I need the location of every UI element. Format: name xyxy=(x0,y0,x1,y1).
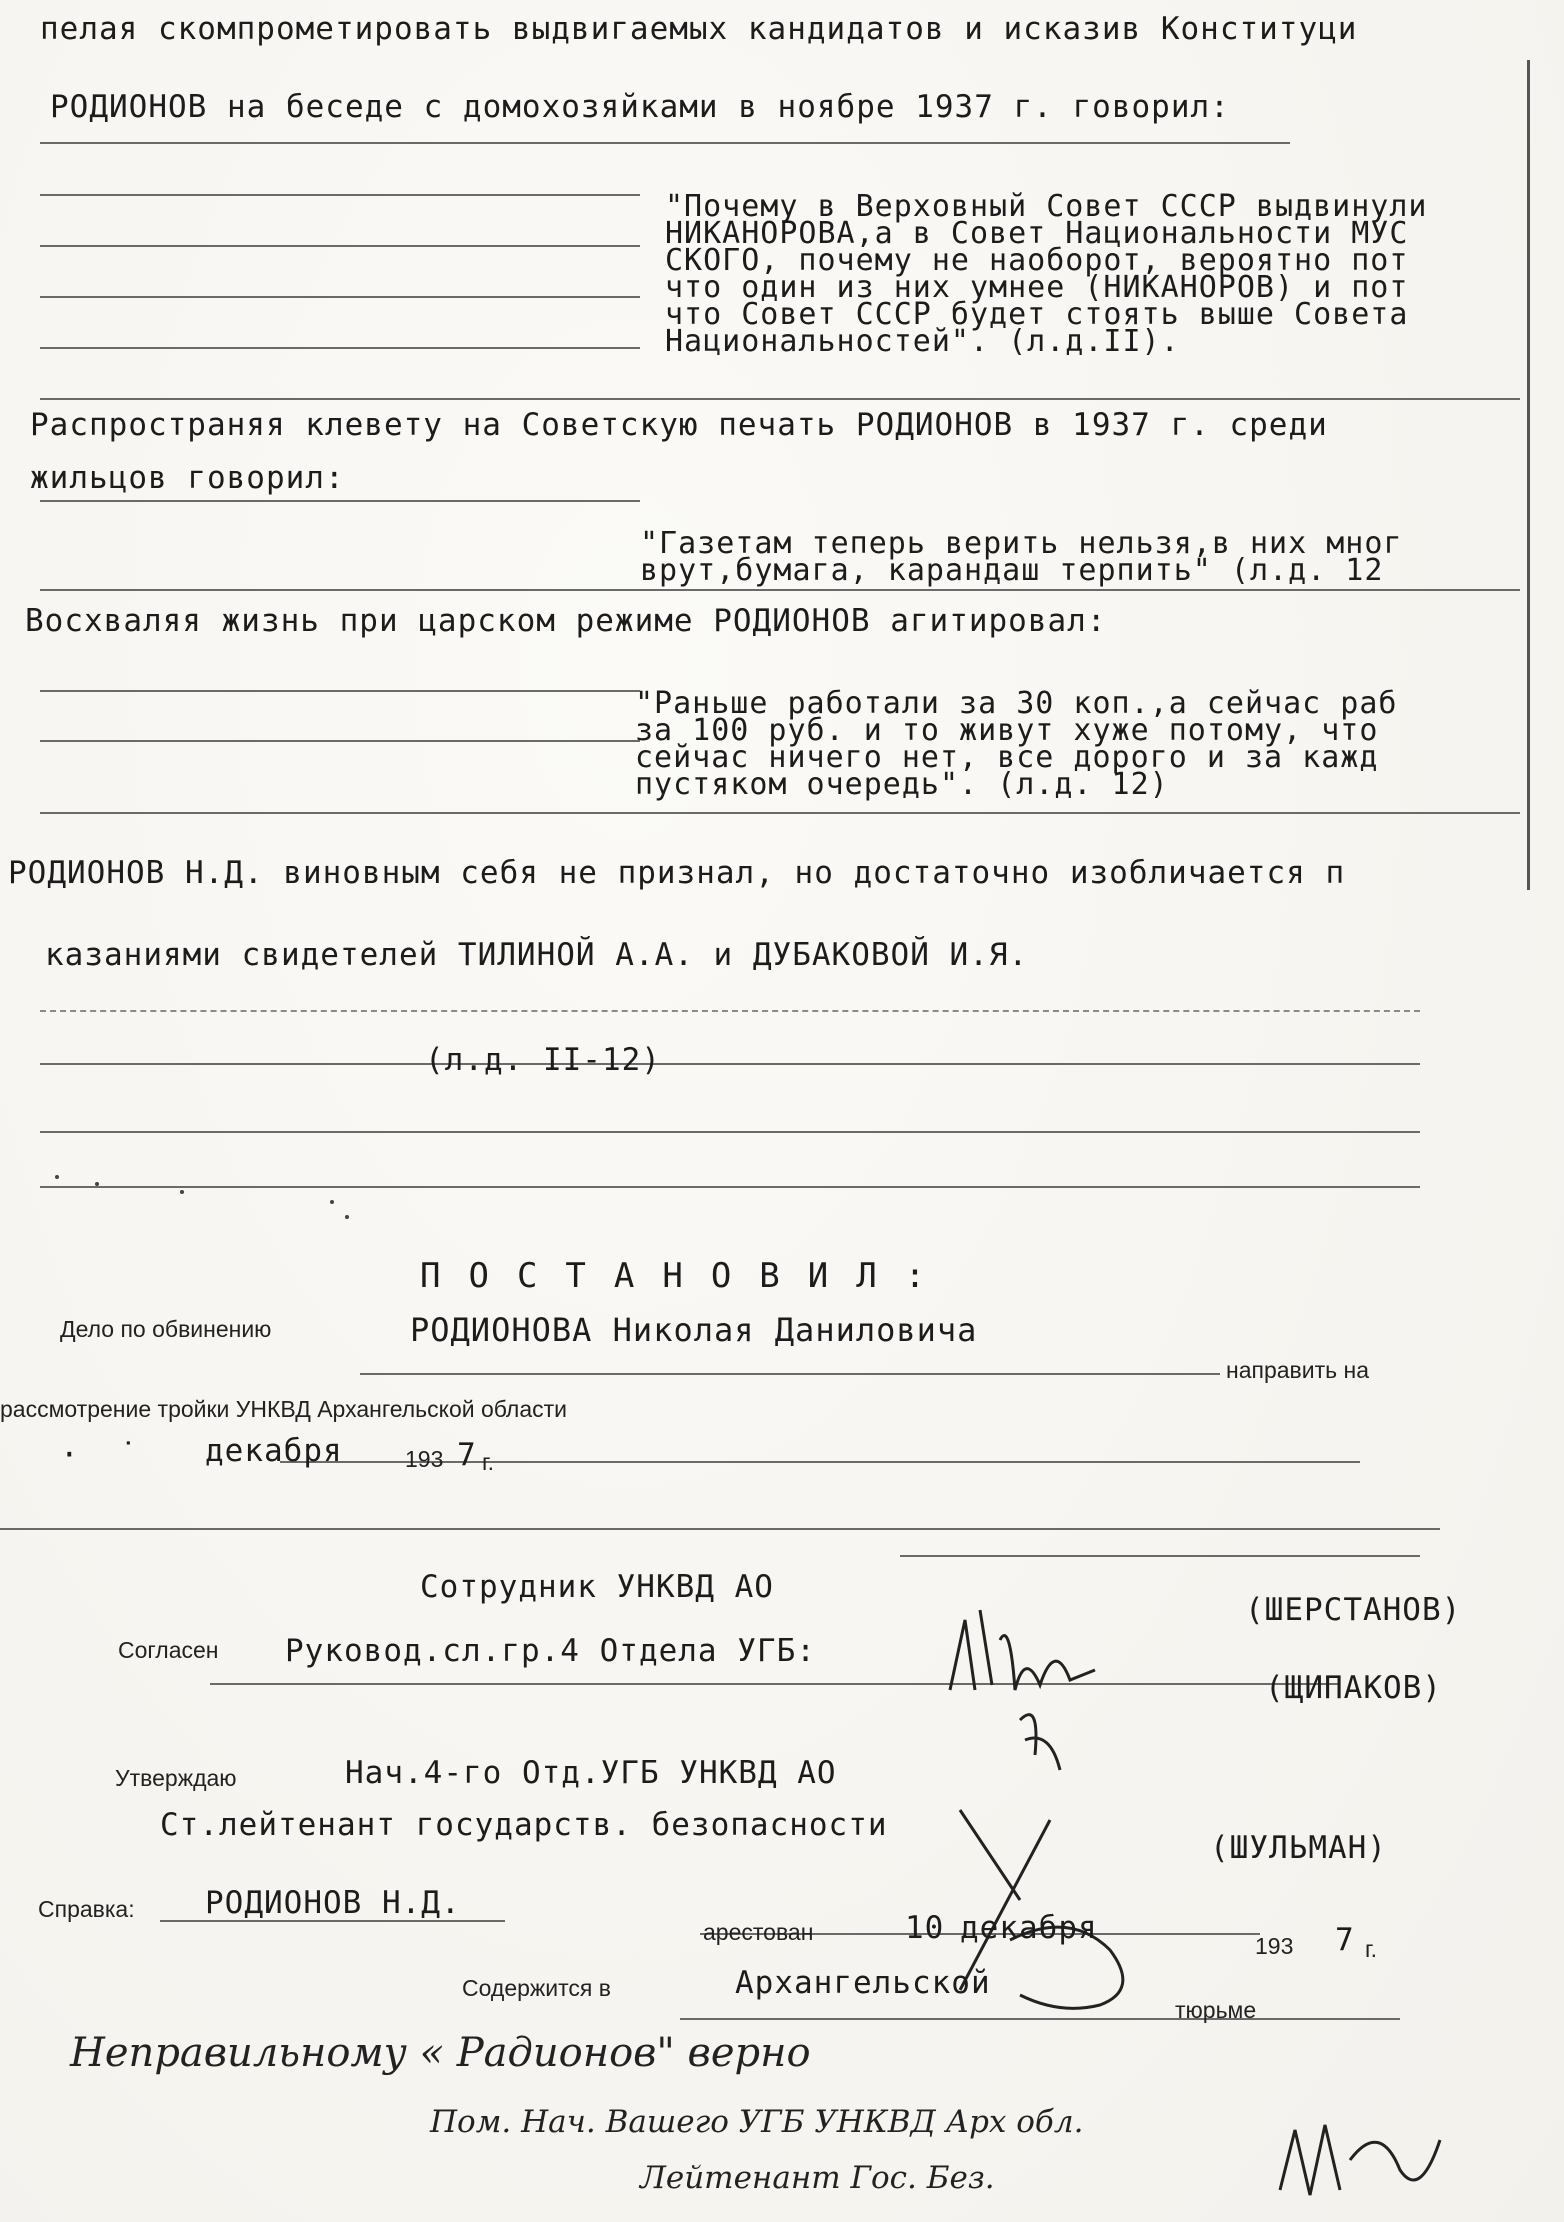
case-name: РОДИОНОВА Николая Даниловича xyxy=(410,1311,978,1349)
rule-line xyxy=(40,296,640,298)
rule-line xyxy=(900,1555,1420,1557)
approve-text-1: Нач.4-го Отд.УГБ УНКВД АО xyxy=(345,1755,837,1791)
handwritten-line-3: Лейтенант Гос. Без. xyxy=(640,2160,995,2196)
signature-scribble-3 xyxy=(1270,2100,1450,2210)
approve-text-2: Ст.лейтенант государств. безопасности xyxy=(160,1807,888,1843)
send-label: направить на xyxy=(1226,1357,1369,1383)
employee-title: Сотрудник УНКВД АО xyxy=(420,1569,774,1605)
body-line-1: пелая скомпрометировать выдвигаемых кандидатов и исказив Конституци xyxy=(40,11,1358,47)
date-year-digit: 7 xyxy=(457,1437,477,1473)
agree-label: Согласен xyxy=(118,1637,219,1663)
resolution-title: ПОСТАНОВИЛ: xyxy=(420,1256,954,1296)
rule-line xyxy=(40,1131,1420,1133)
date-g: г. xyxy=(482,1449,494,1475)
speck xyxy=(55,1175,59,1179)
body-line-7: казаниями свидетелей ТИЛИНОЙ А.А. и ДУБАКОВОЙ И.Я. xyxy=(45,937,1029,973)
rule-line xyxy=(40,1010,1420,1012)
date-day: · ˙ xyxy=(60,1437,139,1473)
speck xyxy=(345,1215,349,1219)
rule-line xyxy=(40,589,1520,591)
agree-name: (ЩИПАКОВ) xyxy=(1265,1670,1442,1706)
held-label: Содержится в xyxy=(462,1975,611,2001)
speck xyxy=(330,1200,334,1204)
quote-3: "Раньше работали за 30 коп.,а сейчас раб за 100 руб. и то живут хуже потому, что сейчас ничего нет, все дорого и за кажд пустяком очередь". (л.д. 12) xyxy=(635,686,1398,802)
rule-line xyxy=(40,142,1290,144)
speck xyxy=(95,1182,99,1186)
reference-name: РОДИОНОВ Н.Д. xyxy=(205,1885,461,1921)
rule-line xyxy=(210,1683,1340,1685)
case-label: Дело по обвинению xyxy=(60,1316,272,1342)
arrested-day: 10 xyxy=(905,1910,945,1946)
rule-line xyxy=(40,500,640,502)
approve-label: Утверждаю xyxy=(115,1765,237,1791)
arrested-g: г. xyxy=(1365,1936,1377,1962)
body-line-4: жильцов говорил: xyxy=(30,460,345,496)
quote-1: "Почему в Верховный Совет СССР выдвинули НИКАНОРОВА,а в Совет Национальности МУС СКОГО, почему не наоборот, вероятно пот что один из них умнее (НИКАНОРОВ) и пот что Совет СССР будет стоять выше Совета Национальностей". (л.д.II). xyxy=(665,189,1428,359)
held-place: Архангельской xyxy=(735,1965,991,2001)
body-line-6: РОДИОНОВ Н.Д. виновным себя не признал, но достаточно изобличается п xyxy=(8,855,1346,891)
rule-line xyxy=(40,347,640,349)
date-year-prefix: 193 xyxy=(405,1446,444,1472)
arrested-year-digit: 7 xyxy=(1335,1922,1355,1958)
body-line-3: Распространяя клевету на Советскую печать РОДИОНОВ в 1937 г. среди xyxy=(30,407,1328,443)
employee-name: (ШЕРСТАНОВ) xyxy=(1245,1592,1462,1628)
rule-line xyxy=(0,1528,1440,1530)
rule-line xyxy=(40,690,640,692)
signature-scribble-1 xyxy=(930,1580,1110,1780)
review-text: рассмотрение тройки УНКВД Архангельской области xyxy=(0,1396,568,1422)
date-month: декабря xyxy=(205,1433,343,1469)
right-margin-line xyxy=(1527,60,1530,890)
case-file-ref: (л.д. II-12) xyxy=(425,1042,661,1078)
rule-line xyxy=(40,812,1520,814)
body-line-2: РОДИОНОВ на беседе с домохозяйками в ноябре 1937 г. говорил: xyxy=(50,89,1230,125)
approve-name: (ШУЛЬМАН) xyxy=(1210,1830,1387,1866)
quote-2: "Газетам теперь верить нельзя,в них мног врут,бумага, карандаш терпить" (л.д. 12 xyxy=(640,526,1403,588)
body-line-5: Восхваляя жизнь при царском режиме РОДИОНОВ агитировал: xyxy=(25,603,1107,639)
rule-line xyxy=(40,194,640,196)
rule-line xyxy=(40,740,640,742)
speck xyxy=(180,1190,184,1194)
prison-label: тюрьме xyxy=(1175,1997,1257,2023)
arrested-label: арестован xyxy=(703,1919,814,1945)
handwritten-line-2: Пом. Нач. Вашего УГБ УНКВД Арх обл. xyxy=(430,2104,1084,2140)
reference-label: Справка: xyxy=(38,1896,135,1922)
rule-line xyxy=(40,398,1520,400)
arrested-month: декабря xyxy=(960,1910,1098,1946)
rule-line xyxy=(40,245,640,247)
rule-line xyxy=(40,1063,1420,1065)
arrested-year-prefix: 193 xyxy=(1255,1933,1294,1959)
rule-line xyxy=(40,1186,1420,1188)
agree-text: Руковод.сл.гр.4 Отдела УГБ: xyxy=(285,1633,816,1669)
handwritten-line-1: Неправильному « Радионов" верно xyxy=(70,2030,811,2076)
rule-line xyxy=(360,1373,1220,1375)
